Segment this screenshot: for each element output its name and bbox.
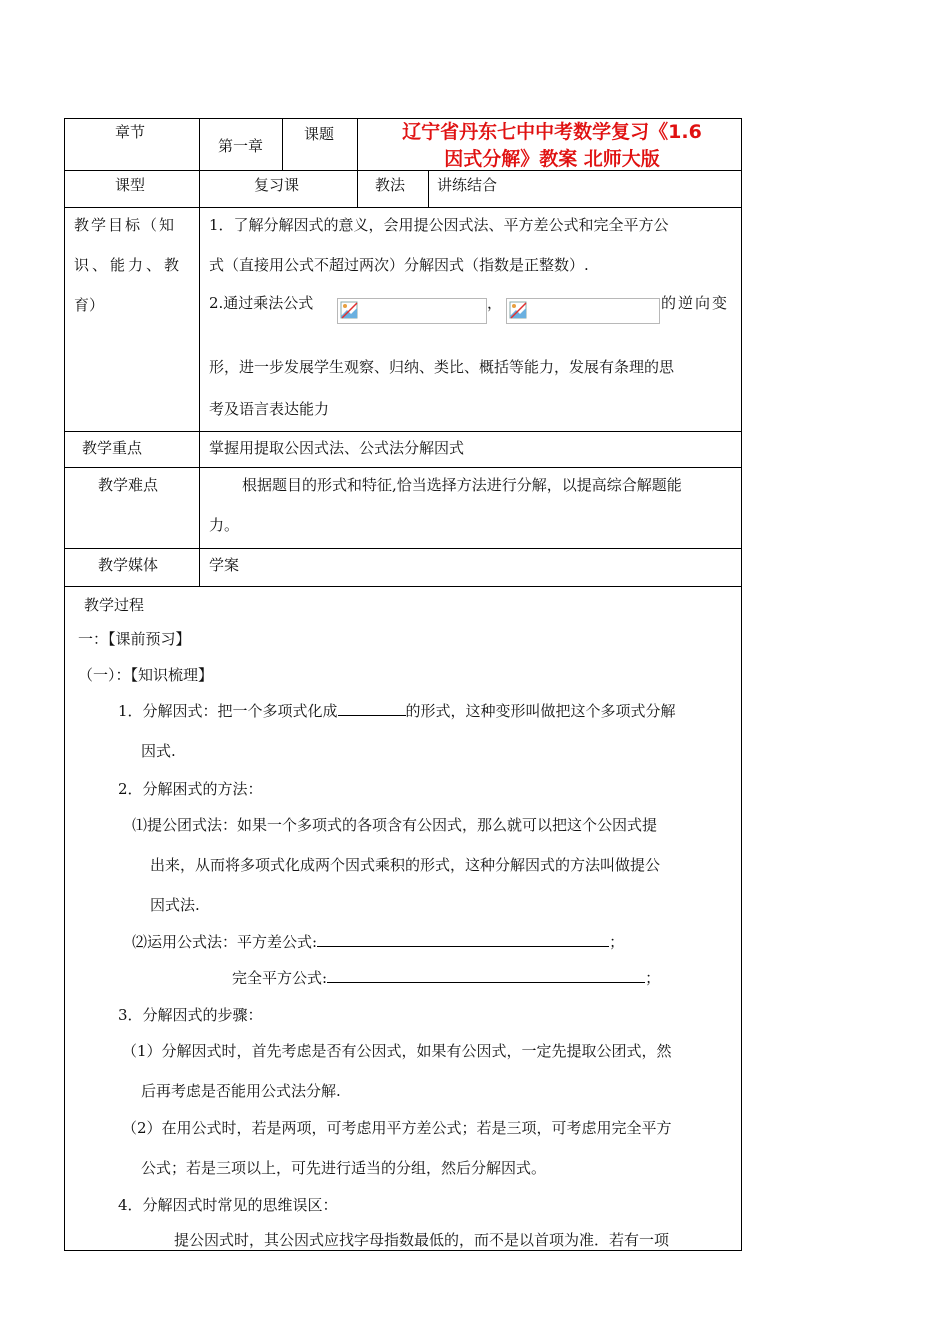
table-border-right (741, 118, 742, 1251)
item-2-2-end-a: ； (609, 933, 625, 951)
item-1-line-a (118, 700, 676, 721)
table-col-divider (428, 170, 429, 208)
formula-image-1 (337, 298, 487, 324)
item-2-2-line-b (232, 967, 660, 988)
item-1-text-a: 1．分解因式：把一个多项式化成 (118, 702, 338, 720)
item-2-1-line-b: 出来，从而将多项式化成两个因式乘积的形式，这种分解因式的方法叫做提公 (150, 856, 661, 874)
difference-of-squares-blank (317, 932, 609, 947)
item-3-2-line-b: 公式；若是三项以上，可先进行适当的分组，然后分解因式。 (141, 1159, 547, 1177)
item-2-2-end-b: ； (645, 969, 661, 987)
table-col-divider (282, 118, 283, 171)
method-label: 教法 (375, 176, 406, 194)
focus-label: 教学重点 (82, 439, 143, 457)
perfect-square-blank (327, 968, 645, 983)
difficulty-label: 教学难点 (98, 476, 159, 494)
item-3: 3．分解因式的步骤： (118, 1006, 263, 1024)
goals-line-3a: 2.通过乘法公式 (209, 294, 314, 312)
table-border-bottom (64, 1250, 742, 1251)
item-2-2-text-b: 完全平方公式: (232, 969, 328, 987)
goals-line-3-separator: ， (487, 294, 503, 312)
table-col-divider (357, 118, 358, 208)
item-1-blank (338, 701, 406, 716)
table-row-divider (64, 207, 742, 208)
item-4-line-a: 提公因式时，其公因式应找字母指数最低的，而不是以首项为准．若有一项 (174, 1231, 670, 1249)
table-row-divider (64, 586, 742, 587)
item-4: 4．分解因式时常见的思维误区： (118, 1196, 338, 1214)
difficulty-line-2: 力。 (209, 516, 240, 534)
goals-line-4: 形，进一步发展学生观察、归纳、类比、概括等能力，发展有条理的思 (209, 358, 675, 376)
table-row-divider (64, 431, 742, 432)
topic-label: 课题 (304, 125, 335, 143)
media-value: 学案 (209, 556, 240, 574)
item-1-text-b: 的形式，这种变形叫做把这个多项式分解 (405, 702, 676, 720)
document-title (362, 119, 742, 173)
item-2-2-text-a: ⑵运用公式法：平方差公式: (132, 933, 318, 951)
item-2: 2．分解困式的方法： (118, 780, 263, 798)
title-line-1: 辽宁省丹东七中中考数学复习《1.6 (402, 121, 702, 143)
process-part-1: 一：【课前预习】 (78, 630, 191, 648)
item-3-1-line-a: （1）分解因式时，首先考虑是否有公因式，如果有公因式，一定先提取公团式，然 (122, 1042, 672, 1060)
media-label: 教学媒体 (98, 556, 159, 574)
chapter-value: 第一章 (218, 137, 264, 155)
item-1-line-c: 因式. (141, 742, 176, 760)
focus-value: 掌握用提取公因式法、公式法分解因式 (209, 439, 465, 457)
item-2-2-line-a (132, 931, 624, 952)
chapter-label: 章节 (115, 123, 146, 141)
process-heading: 教学过程 (84, 596, 145, 614)
goals-line-2: 式（直接用公式不超过两次）分解因式（指数是正整数）. (209, 256, 589, 274)
table-border-left (64, 118, 65, 1251)
table-row-divider (64, 548, 742, 549)
type-label: 课型 (115, 176, 146, 194)
formula-image-2 (506, 298, 660, 324)
type-value: 复习课 (254, 176, 300, 194)
goals-label-line-2: 识、能力、教 (74, 256, 183, 274)
goals-line-5: 考及语言表达能力 (209, 400, 330, 418)
goals-label-line-1: 教学目标（知 (74, 216, 177, 234)
table-row-divider (64, 467, 742, 468)
process-sub-1: （一）：【知识梳理】 (78, 666, 214, 684)
item-3-1-line-b: 后再考虑是否能用公式法分解. (141, 1082, 341, 1100)
goals-line-1: 1．了解分解因式的意义，会用提公因式法、平方差公式和完全平方公 (209, 216, 669, 234)
broken-image-icon (509, 301, 527, 319)
item-2-1-line-a: ⑴提公团式法：如果一个多项式的各项含有公因式，那么就可以把这个公因式提 (132, 816, 658, 834)
method-value: 讲练结合 (437, 176, 498, 194)
difficulty-line-1: 根据题目的形式和特征,恰当选择方法进行分解，以提高综合解题能 (242, 476, 682, 494)
goals-label-line-3: 育） (74, 296, 105, 314)
table-col-divider (199, 118, 200, 587)
item-3-2-line-a: （2）在用公式时，若是两项，可考虑用平方差公式；若是三项，可考虑用完全平方 (122, 1119, 672, 1137)
item-2-1-line-c: 因式法. (150, 896, 200, 914)
goals-line-3b: 的逆向变 (661, 294, 730, 312)
title-line-2: 因式分解》教案 北师大版 (444, 148, 660, 170)
broken-image-icon (340, 301, 358, 319)
